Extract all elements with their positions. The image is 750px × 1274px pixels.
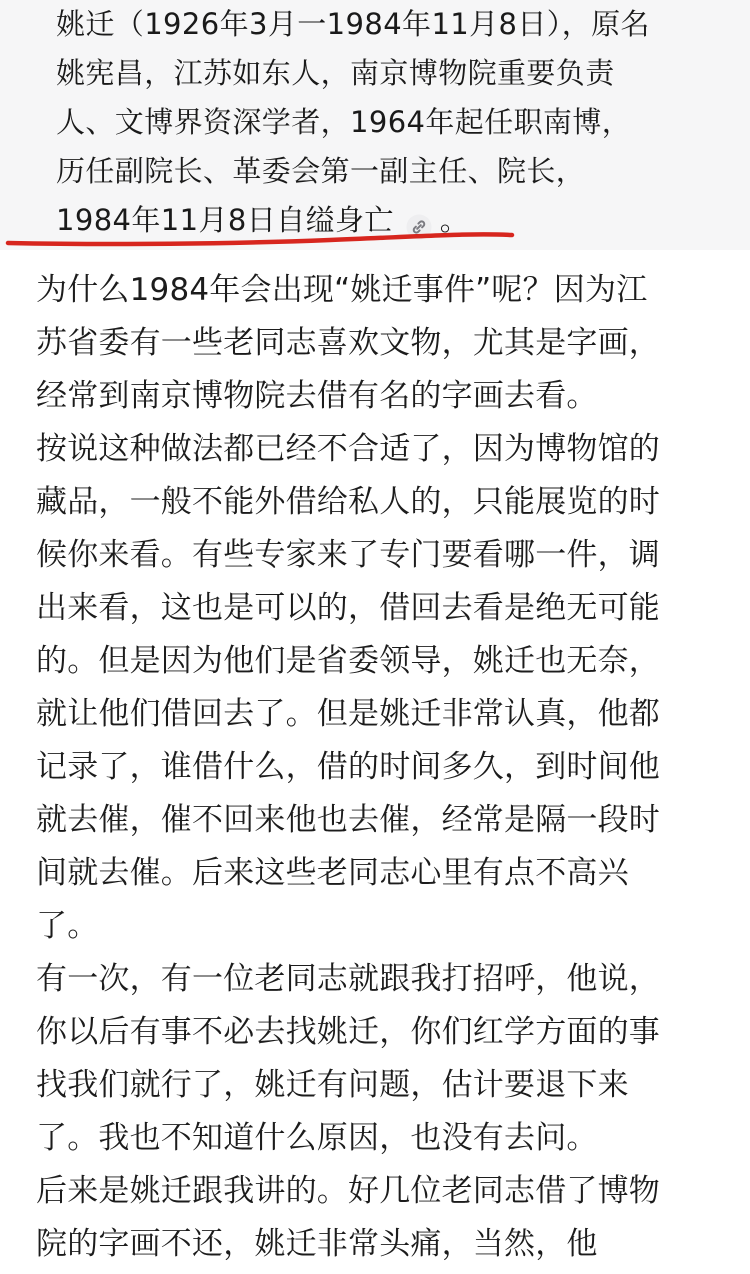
watermark-logo-icon bbox=[644, 1236, 740, 1270]
body-line: 你以后有事不必去找姚迁，你们红学方面的事 bbox=[36, 1014, 660, 1050]
red-underline-annotation bbox=[0, 215, 520, 265]
body-line: 记录了，谁借什么，借的时间多久，到时间他 bbox=[36, 749, 660, 785]
body-line: 经常到南京博物院去借有名的字画去看。 bbox=[36, 378, 598, 414]
quote-text bbox=[56, 0, 736, 245]
body-line: 出来看，这也是可以的，借回去看是绝无可能 bbox=[36, 590, 660, 626]
body-line: 后来是姚迁跟我讲的。好几位老同志借了博物 bbox=[36, 1173, 660, 1209]
body-line: 为什么1984年会出现“姚迁事件”呢？因为江 bbox=[36, 272, 648, 308]
quote-line-highlighted: 1984年11月8日自缢身亡 bbox=[56, 203, 394, 237]
article-body bbox=[36, 264, 736, 1271]
body-line: 就让他们借回去了。但是姚迁非常认真，他都 bbox=[36, 696, 660, 732]
body-line: 藏品，一般不能外借给私人的，只能展览的时 bbox=[36, 484, 660, 520]
body-line: 找我们就行了，姚迁有问题，估计要退下来 bbox=[36, 1067, 629, 1103]
body-line: 间就去催。后来这些老同志心里有点不高兴 bbox=[36, 855, 629, 891]
body-line: 候你来看。有些专家来了专门要看哪一件，调 bbox=[36, 537, 660, 573]
quote-block bbox=[0, 0, 750, 250]
quote-period: 。 bbox=[439, 203, 470, 237]
quote-line: 姚宪昌，江苏如东人，南京博物院重要负责 bbox=[56, 56, 615, 90]
quote-line: 姚迁（1926年3月一1984年11月8日），原名 bbox=[56, 7, 650, 41]
body-line: 的。但是因为他们是省委领导，姚迁也无奈， bbox=[36, 643, 660, 679]
body-line: 有一次，有一位老同志就跟我打招呼，他说， bbox=[36, 961, 660, 997]
body-line: 就去催，催不回来他也去催，经常是隔一段时 bbox=[36, 802, 660, 838]
body-line: 了。我也不知道什么原因，也没有去问。 bbox=[36, 1120, 598, 1156]
body-line: 了。 bbox=[36, 908, 99, 944]
quote-line: 人、文博界资深学者，1964年起任职南博， bbox=[56, 105, 632, 139]
body-line: 院的字画不还，姚迁非常头痛，当然，他 bbox=[36, 1226, 598, 1262]
body-line: 苏省委有一些老同志喜欢文物，尤其是字画， bbox=[36, 325, 660, 361]
quote-line: 历任副院长、革委会第一副主任、院长， bbox=[56, 154, 586, 188]
body-line: 按说这种做法都已经不合适了，因为博物馆的 bbox=[36, 431, 660, 467]
